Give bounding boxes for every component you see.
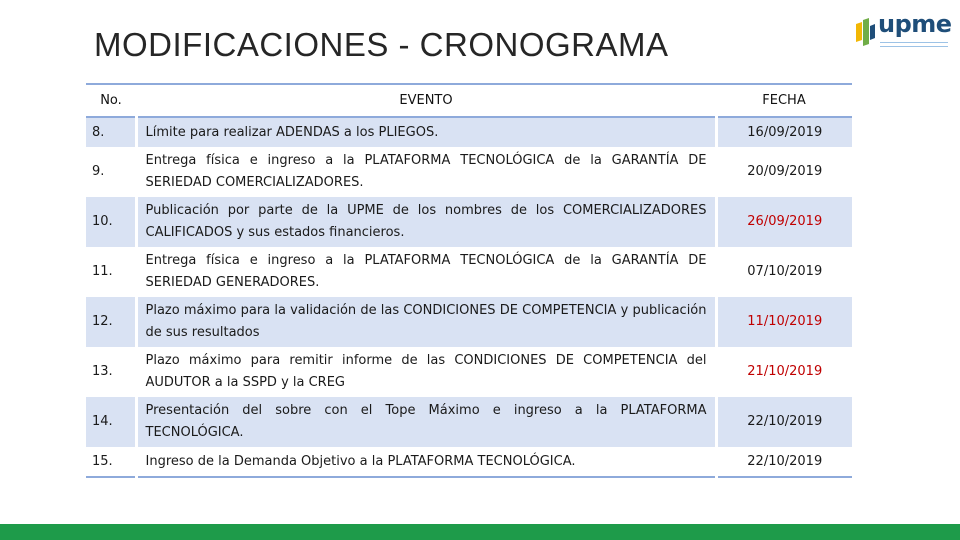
row-number: 15. [86,447,136,477]
table-row [86,247,852,297]
row-event: Presentación del sobre con el Tope Máximo e ingreso a la PLATAFORMA TECNOLÓGICA. [136,397,716,447]
row-date: 11/10/2019 [716,297,852,347]
row-date: 07/10/2019 [747,264,823,279]
row-date: 26/09/2019 [716,197,852,247]
row-number: 8. [86,117,136,147]
table-row [86,447,852,477]
row-event: Límite para realizar ADENDAS a los PLIEGOS. [136,117,716,147]
row-event: Ingreso de la Demanda Objetivo a la PLATAFORMA TECNOLÓGICA. [136,447,716,477]
page-title: MODIFICACIONES - CRONOGRAMA [94,26,669,63]
table-row [86,117,852,147]
row-number: 11. [92,264,113,279]
row-number: 9. [92,164,105,179]
row-date: 21/10/2019 [747,364,823,379]
schedule-table [86,83,852,478]
row-event: Publicación por parte de la UPME de los nombres de los COMERCIALIZADORES CALIFICADOS y sus estados financieros. [136,197,716,247]
upme-logo-tagline [880,42,948,47]
row-date: 22/10/2019 [716,397,852,447]
header-evento: EVENTO [136,84,716,117]
table-row [86,397,852,447]
header-fecha: FECHA [716,84,852,117]
table-header-row [86,84,852,117]
row-event: Plazo máximo para la validación de las CONDICIONES DE COMPETENCIA y publicación de sus resultados [136,297,716,347]
row-date: 20/09/2019 [747,164,823,179]
row-number: 10. [86,197,136,247]
row-number: 12. [86,297,136,347]
table-row [86,347,852,397]
row-event: Entrega física e ingreso a la PLATAFORMA TECNOLÓGICA de la GARANTÍA DE SERIEDAD COMERCIALIZADORES. [136,147,716,197]
table-row [86,297,852,347]
row-event: Entrega física e ingreso a la PLATAFORMA TECNOLÓGICA de la GARANTÍA DE SERIEDAD GENERADORES. [136,247,716,297]
row-date: 22/10/2019 [716,447,852,477]
row-number: 13. [92,364,113,379]
header-no: No. [86,84,136,117]
row-date: 16/09/2019 [716,117,852,147]
upme-logo-text: upme [878,10,952,38]
row-number: 14. [86,397,136,447]
table-row [86,197,852,247]
row-event: Plazo máximo para remitir informe de las CONDICIONES DE COMPETENCIA del AUDUTOR a la SSPD y la CREG [136,347,716,397]
upme-logo-mark-icon [854,18,876,48]
table-row [86,147,852,197]
footer-bar [0,524,960,540]
upme-logo [854,10,952,54]
